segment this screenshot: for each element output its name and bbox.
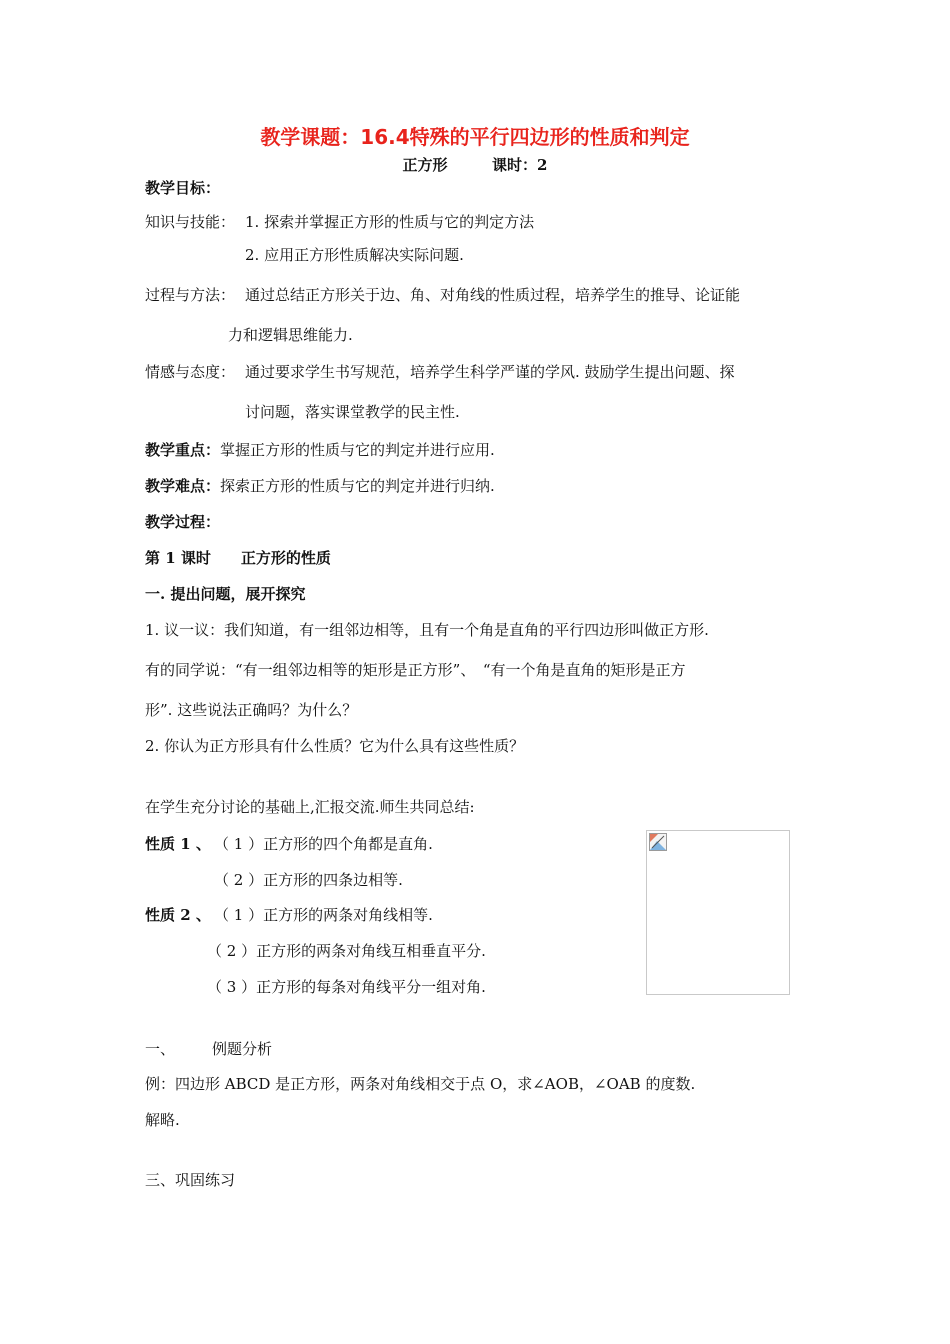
summary-text: 在学生充分讨论的基础上,汇报交流.师生共同总结: <box>145 798 475 816</box>
question1-line1: 1. 议一议：我们知道，有一组邻边相等，且有一个角是直角的平行四边形叫做正方形. <box>145 621 709 639</box>
difficult-point <box>145 476 495 496</box>
subtitle-topic: 正方形 <box>402 156 448 174</box>
property2-item1: （ 1 ）正方形的两条对角线相等. <box>214 906 433 924</box>
objectives-heading: 教学目标： <box>145 179 221 197</box>
property2-item2: （ 2 ）正方形的两条对角线互相垂直平分. <box>207 942 486 960</box>
question2: 2. 你认为正方形具有什么性质？它为什么具有这些性质？ <box>145 737 525 755</box>
figure-placeholder <box>646 830 790 995</box>
knowledge-item-1: 1. 探索并掌握正方形的性质与它的判定方法 <box>245 213 535 231</box>
knowledge-label: 知识与技能： <box>145 213 236 231</box>
emotion-label: 情感与态度： <box>145 363 236 381</box>
key-point <box>145 440 495 460</box>
property2-item3: （ 3 ）正方形的每条对角线平分一组对角. <box>207 978 486 996</box>
section2-number: 一、 <box>145 1040 176 1058</box>
broken-image-icon <box>649 833 667 851</box>
emotion-text-line1: 通过要求学生书写规范，培养学生科学严谨的学风. 鼓励学生提出问题、探 <box>245 363 735 381</box>
example-answer: 解略. <box>145 1111 180 1129</box>
example-text: 例：四边形 ABCD 是正方形，两条对角线相交于点 O，求∠AOB，∠OAB 的度数. <box>145 1075 696 1093</box>
subtitle <box>0 155 950 175</box>
question1-line2: 有的同学说：“有一组邻边相等的矩形是正方形”、 “有一个角是直角的矩形是正方 <box>145 661 686 679</box>
key-point-text: 掌握正方形的性质与它的判定并进行应用. <box>220 441 495 459</box>
section3-heading: 三、巩固练习 <box>145 1171 236 1189</box>
process-text-line2: 力和逻辑思维能力. <box>228 326 353 344</box>
emotion-text-line2: 讨问题，落实课堂教学的民主性. <box>245 403 460 421</box>
section1-heading: 一. 提出问题，展开探究 <box>145 585 306 603</box>
process-label: 过程与方法： <box>145 286 236 304</box>
question1-line3: 形”. 这些说法正确吗？为什么？ <box>145 701 358 719</box>
process-heading: 教学过程： <box>145 513 221 531</box>
property2-label: 性质 2 、 <box>145 906 211 924</box>
page-title: 教学课题：16.4特殊的平行四边形的性质和判定 <box>260 125 690 149</box>
difficult-point-label: 教学难点： <box>145 477 221 495</box>
process-text-line1: 通过总结正方形关于边、角、对角线的性质过程，培养学生的推导、论证能 <box>245 286 741 304</box>
lesson-heading: 第 1 课时 正方形的性质 <box>145 549 331 567</box>
section2-heading: 例题分析 <box>212 1040 273 1058</box>
property1-item2: （ 2 ）正方形的四条边相等. <box>214 871 403 889</box>
property1-label: 性质 1 、 <box>145 835 211 853</box>
key-point-label: 教学重点： <box>145 441 221 459</box>
subtitle-hours: 课时：2 <box>492 156 548 174</box>
knowledge-item-2: 2. 应用正方形性质解决实际问题. <box>245 246 464 264</box>
difficult-point-text: 探索正方形的性质与它的判定并进行归纳. <box>220 477 495 495</box>
property1-item1: （ 1 ）正方形的四个角都是直角. <box>214 835 433 853</box>
